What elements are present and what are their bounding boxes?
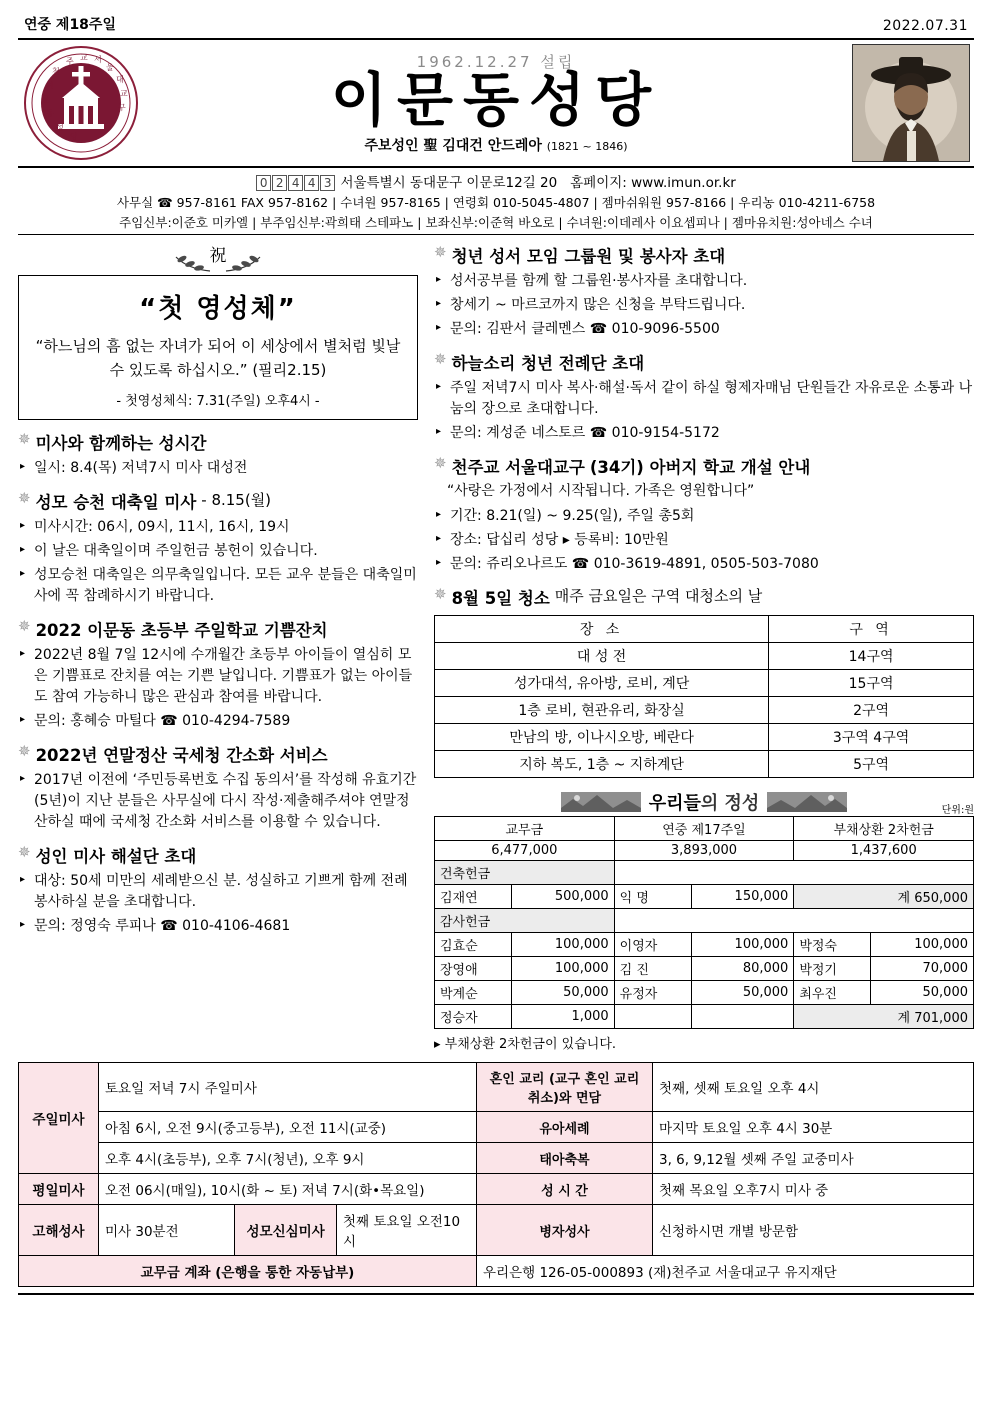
svg-text:문: 문 (42, 95, 50, 104)
patron-saint: 聖 김대건 안드레아 (423, 137, 542, 154)
build-offering-label-row (435, 861, 974, 885)
build-total: 계 650,000 (794, 885, 974, 909)
flower-bullet-icon: ✵ (18, 842, 31, 861)
article-tax-service (18, 742, 418, 833)
holy-hour-value: 첫째 목요일 오후7시 미사 중 (653, 1174, 974, 1205)
infant-baptism-value: 마지막 토요일 오후 4시 30분 (653, 1112, 974, 1143)
article-title (18, 742, 418, 766)
triangle-bullet-icon: ▸ (20, 567, 26, 579)
row-label-prenatal-blessing: 태아축복 (477, 1143, 653, 1174)
left-column (18, 243, 418, 1052)
triangle-bullet-icon: ▸ (436, 274, 442, 286)
offerings-banner (434, 788, 974, 816)
article-bullets (436, 271, 974, 340)
row-label-anointing: 병자성사 (477, 1205, 653, 1256)
offerings-title-b: 의 정성 (700, 793, 760, 815)
triangle-bullet-icon: ▸ (436, 509, 442, 521)
list-item: ▸ 문의: 쥬리오나르도 ☎ 010-3619-4891, 0505-503-7080 (436, 554, 974, 575)
row-label-marian-mass: 성모신심미사 (235, 1205, 337, 1255)
table-row (19, 1205, 974, 1256)
cell-place: 1층 로비, 현관유리, 화장실 (435, 697, 769, 724)
val-debt: 1,437,600 (794, 841, 974, 861)
right-column (434, 243, 974, 1052)
list-item: ▸ 이 날은 대축일이며 주일헌금 봉헌이 있습니다. (20, 541, 418, 562)
svg-text:당: 당 (70, 132, 78, 141)
thanks-total: 계 701,000 (794, 1005, 974, 1029)
empty-cell (691, 1005, 794, 1029)
article-fathers-school (434, 454, 974, 575)
flower-bullet-icon: ✵ (434, 454, 447, 473)
patron-years: (1821 ~ 1846) (546, 139, 628, 153)
flower-bullet-icon: ✵ (434, 350, 447, 369)
hdr-debt: 부채상환 2차헌금 (794, 817, 974, 841)
donor-name: 익 명 (614, 885, 691, 909)
article-title (434, 350, 974, 374)
article-title-text: 2022 이문동 초등부 주일학교 기쁨잔치 (35, 620, 328, 640)
prenatal-blessing-value: 3, 6, 9,12월 셋째 주일 교중미사 (653, 1143, 974, 1174)
marriage-class-value: 첫째, 셋째 토요일 오후 4시 (653, 1063, 974, 1112)
article-cleaning-schedule (434, 585, 974, 778)
address-text: 서울특별시 동대문구 이문로12길 20 (340, 175, 558, 191)
article-youth-liturgy-team (434, 350, 974, 444)
patron-portrait (852, 44, 970, 162)
donor-name: 김효순 (435, 933, 512, 957)
cell-zone: 14구역 (769, 643, 974, 670)
top-line (18, 14, 974, 36)
list-item: ▸ 2022년 8월 7일 12시에 수개월간 초등부 아이들이 열심히 모은 기쁨표로 잔치를 여는 기쁜 날입니다. 기쁨표가 없는 아이들도 참여 가능하니 많은 관심과 참여를 바랍니다. (20, 645, 418, 708)
article-title-text: 성인 미사 해설단 초대 (35, 846, 197, 866)
offerings-footnote: ▸ 부채상환 2차헌금이 있습니다. (434, 1037, 617, 1053)
triangle-bullet-icon: ▸ (436, 381, 442, 393)
table-row (19, 1143, 974, 1174)
divider-bottom (18, 1293, 974, 1295)
flower-bullet-icon: ✵ (18, 429, 31, 448)
triangle-bullet-icon: ▸ (20, 519, 26, 531)
account-value: 우리은행 126-05-000893 (재)천주교 서울대교구 유지재단 (477, 1256, 974, 1287)
weekday-mass-value: 오전 06시(매일), 10시(화 ~ 토) 저녁 7시(화•목요일) (99, 1174, 477, 1205)
article-title-text: 하늘소리 청년 전례단 초대 (451, 354, 645, 374)
list-item: ▸ 일시: 8.4(목) 저녁7시 미사 대성전 (20, 458, 418, 479)
marian-mass-value: 첫째 토요일 오전10시 (343, 1214, 461, 1251)
offerings-summary-header (435, 817, 974, 841)
table-row (435, 724, 974, 751)
table-header-row (435, 616, 974, 643)
triangle-bullet-icon: ▸ (20, 647, 26, 659)
article-bullets (20, 770, 418, 833)
donor-name: 최우진 (794, 981, 871, 1005)
donor-name: 김 진 (614, 957, 691, 981)
val-sunday: 3,893,000 (614, 841, 794, 861)
cell-place: 대 성 전 (435, 643, 769, 670)
donor-amount: 150,000 (691, 885, 794, 909)
donor-amount: 70,000 (871, 957, 974, 981)
article-title (18, 617, 418, 641)
donor-name: 정승자 (435, 1005, 512, 1029)
triangle-bullet-icon: ▸ (436, 426, 442, 438)
triangle-bullet-icon: ▸ (436, 557, 442, 569)
article-title-text: 천주교 서울대교구 (451, 458, 585, 478)
article-bullets (20, 871, 418, 937)
divider-header-bottom (18, 234, 974, 235)
flower-bullet-icon: ✵ (18, 488, 31, 507)
svg-text:천: 천 (52, 67, 60, 76)
donor-amount: 50,000 (871, 981, 974, 1005)
patron-prefix: 주보성인 (364, 137, 419, 154)
table-row (435, 1005, 974, 1029)
table-row (19, 1174, 974, 1205)
zip-d4: 3 (320, 175, 335, 191)
donor-name: 김재연 (435, 885, 512, 909)
list-item: ▸ 성모승천 대축일은 의무축일입니다. 모든 교우 분들은 대축일미사에 꼭 참례하시기 바랍니다. (20, 565, 418, 607)
list-item: ▸ 문의: 김판서 클레멘스 ☎ 010-9096-5500 (436, 319, 974, 340)
table-row (435, 643, 974, 670)
row-label-holy-hour: 성 시 간 (477, 1174, 653, 1205)
list-item: ▸ 성서공부를 함께 할 그룹원·봉사자를 초대합니다. (436, 271, 974, 292)
svg-text:대: 대 (116, 75, 124, 84)
first-communion-box (18, 275, 418, 420)
donor-amount: 1,000 (512, 1005, 615, 1029)
list-item: ▸ 창세기 ~ 마르코까지 많은 신청을 부탁드립니다. (436, 295, 974, 316)
donor-amount: 100,000 (691, 933, 794, 957)
offerings-summary-values (435, 841, 974, 861)
offerings-title (649, 789, 760, 815)
article-title (18, 489, 418, 513)
article-title (18, 843, 418, 867)
triangle-bullet-icon: ▸ (20, 460, 26, 472)
confession-value: 미사 30분전 (99, 1205, 235, 1255)
cleaning-table (434, 615, 974, 778)
address-line (18, 168, 974, 193)
svg-text:이: 이 (46, 81, 54, 90)
donor-amount: 100,000 (871, 933, 974, 957)
table-row (435, 981, 974, 1005)
article-title-text: 성모 승천 대축일 미사 (35, 492, 197, 512)
flower-bullet-icon: ✵ (18, 616, 31, 635)
cell-zone: 3구역 4구역 (769, 724, 974, 751)
offerings-title-a: 우리들 (648, 793, 701, 815)
zip-d0: 0 (256, 175, 271, 191)
list-item: ▸ 장소: 답십리 성당 ▸ 등록비: 10만원 (436, 530, 974, 551)
church-name: 이문동성당 (330, 66, 662, 135)
liturgical-day: 연중 제18주일 (24, 17, 116, 33)
offerings-unit: 단위:원 (941, 805, 974, 817)
first-communion-note: - 첫영성체식: 7.31(주일) 오후4시 - (116, 393, 320, 409)
masthead (18, 40, 974, 164)
patron-line (146, 135, 846, 155)
thanks-label-fill (614, 909, 973, 933)
donor-name: 박계순 (435, 981, 512, 1005)
right-ornament-icon (767, 790, 847, 814)
anointing-value: 신청하시면 개별 방문함 (653, 1205, 974, 1256)
list-item: ▸ 2017년 이전에 ‘주민등록번호 수집 동의서’를 작성해 유효기간(5년)이 지난 분들은 사무실에 다시 작성·제출해주셔야 연말정산하실 때에 국세청 간소화 서비스를 이용할 수 있습니다. (20, 770, 418, 833)
triangle-bullet-icon: ▸ (20, 873, 26, 885)
table-row (435, 957, 974, 981)
cell-place: 지하 복도, 1층 ~ 지하계단 (435, 751, 769, 778)
content-columns (18, 243, 974, 1052)
flower-bullet-icon: ✵ (18, 741, 31, 760)
first-communion-block (18, 243, 418, 420)
table-row (435, 670, 974, 697)
donor-name: 유정자 (614, 981, 691, 1005)
donor-name: 장영애 (435, 957, 512, 981)
donor-amount: 50,000 (691, 981, 794, 1005)
svg-text:울: 울 (106, 63, 114, 72)
thanks-offering-label-row (435, 909, 974, 933)
triangle-bullet-icon: ▸ (436, 322, 442, 334)
clergy-line: 주임신부:이준호 미카엘 | 부주임신부:곽희태 스테파노 | 보좌신부:이준혁 바오로 | 수녀원:이데레사 이요셉피나 | 젬마유치원:성아네스 수녀 (119, 215, 873, 231)
hdr-dues: 교무금 (435, 817, 615, 841)
article-title (434, 585, 974, 609)
article-quote: “사랑은 가정에서 시작됩니다. 가족은 영원합니다” (447, 483, 755, 500)
row-label-infant-baptism: 유아세례 (477, 1112, 653, 1143)
article-title-suffix: (34기) 아버지 학교 개설 안내 (589, 458, 811, 478)
row-label-weekday-mass: 평일미사 (19, 1174, 99, 1205)
article-commentator-invite (18, 843, 418, 937)
table-row (435, 933, 974, 957)
svg-text:祝: 祝 (209, 246, 227, 267)
sunday-mass-vigil: 토요일 저녁 7시 주일미사 (99, 1063, 477, 1112)
article-title (434, 243, 974, 267)
article-sunday-school-festival (18, 617, 418, 732)
col-place: 장 소 (435, 616, 769, 643)
svg-text:교: 교 (120, 89, 128, 98)
row-label-confession: 고해성사 (19, 1205, 99, 1256)
empty-cell (614, 1005, 691, 1029)
article-title (18, 430, 418, 454)
article-youth-bible-group (434, 243, 974, 340)
article-bullets (436, 378, 974, 444)
donor-amount: 100,000 (512, 957, 615, 981)
left-ornament-icon (561, 790, 641, 814)
svg-text:주: 주 (66, 57, 74, 66)
list-item: ▸ 문의: 홍혜승 마틸다 ☎ 010-4294-7589 (20, 711, 418, 732)
flower-bullet-icon: ✵ (434, 243, 447, 262)
article-bullets (20, 517, 418, 607)
table-row (435, 885, 974, 909)
cell-zone: 15구역 (769, 670, 974, 697)
triangle-bullet-icon: ▸ (436, 298, 442, 310)
article-bullets (20, 458, 418, 479)
cell-place: 성가대석, 유아방, 로비, 계단 (435, 670, 769, 697)
first-communion-text: “하느님의 흠 없는 자녀가 되어 이 세상에서 별처럼 빛날 수 있도록 하십시오.” (필리2.15) (35, 337, 401, 379)
flower-bullet-icon: ✵ (434, 585, 447, 604)
table-row (19, 1112, 974, 1143)
issue-date: 2022.07.31 (882, 18, 968, 34)
svg-text:서: 서 (94, 55, 102, 64)
article-assumption-mass (18, 489, 418, 607)
cell-zone: 2구역 (769, 697, 974, 724)
laurel-decoration-icon (18, 243, 418, 283)
list-item: ▸ 미사시간: 06시, 09시, 11시, 16시, 19시 (20, 517, 418, 538)
val-dues: 6,477,000 (435, 841, 615, 861)
article-title-text: 2022년 연말정산 국세청 간소화 서비스 (35, 745, 328, 765)
first-communion-title: “첫 영성체” (139, 294, 297, 325)
svg-text:성: 성 (56, 123, 64, 132)
donor-amount: 80,000 (691, 957, 794, 981)
svg-text:구: 구 (118, 103, 126, 112)
contact-line: 사무실 ☎ 957-8161 FAX 957-8162 | 수녀원 957-8165 | 연령회 010-5045-4807 | 젬마쉬워원 957-8166 | 우리농 010-4211-6758 (116, 195, 876, 210)
row-label-account: 교무금 계좌 (은행을 통한 자동납부) (19, 1256, 477, 1287)
triangle-bullet-icon: ▸ (20, 543, 26, 555)
list-item: ▸ 문의: 계성준 네스토르 ☎ 010-9154-5172 (436, 423, 974, 444)
sunday-mass-morning: 아침 6시, 오전 9시(중고등부), 오전 11시(교중) (99, 1112, 477, 1143)
cell-zone: 5구역 (769, 751, 974, 778)
thanks-label: 감사헌금 (435, 909, 615, 933)
hdr-sunday: 연중 제17주일 (614, 817, 794, 841)
list-item: ▸ 기간: 8.21(일) ~ 9.25(일), 주일 총5회 (436, 506, 974, 527)
masthead-center (146, 51, 846, 155)
donor-name: 박정기 (794, 957, 871, 981)
triangle-bullet-icon: ▸ (20, 772, 26, 784)
zip-d3: 4 (304, 175, 319, 191)
triangle-bullet-icon: ▸ (20, 713, 26, 725)
sunday-mass-afternoon: 오후 4시(초등부), 오후 7시(청년), 오후 9시 (99, 1143, 477, 1174)
donor-name: 박정숙 (794, 933, 871, 957)
build-label-fill (614, 861, 973, 885)
donor-amount: 100,000 (512, 933, 615, 957)
build-label: 건축헌금 (435, 861, 615, 885)
homepage-link[interactable]: 홈페이지: www.imun.or.kr (570, 175, 736, 191)
article-title (434, 454, 974, 478)
zip-d2: 4 (288, 175, 303, 191)
svg-text:동: 동 (46, 109, 54, 118)
cell-place: 만남의 방, 이나시오방, 베란다 (435, 724, 769, 751)
offerings-table (434, 816, 974, 1029)
founded-date: 1962.12.27 설립 (416, 53, 576, 72)
article-title-suffix: - 8.15(월) (201, 490, 272, 509)
article-holy-hour (18, 430, 418, 479)
row-label-marriage-class: 혼인 교리 (교구 혼인 교리 취소)와 면담 (477, 1063, 653, 1112)
article-title-text: 미사와 함께하는 성시간 (35, 433, 207, 453)
triangle-bullet-icon: ▸ (436, 533, 442, 545)
list-item: ▸ 대상: 50세 미만의 세례받으신 분. 성실하고 기쁘게 함께 전례 봉사하실 분을 초대합니다. (20, 871, 418, 913)
article-title-text: 8월 5일 청소 (451, 589, 550, 609)
table-row (435, 697, 974, 724)
row-label-sunday-mass: 주일미사 (19, 1063, 99, 1174)
article-bullets (20, 645, 418, 732)
svg-text:교: 교 (80, 53, 88, 62)
triangle-bullet-icon: ▸ (20, 918, 26, 930)
col-zone: 구 역 (769, 616, 974, 643)
table-row (19, 1256, 974, 1287)
table-row (19, 1063, 974, 1112)
table-row (435, 751, 974, 778)
schedule-table (18, 1062, 974, 1287)
article-title-suffix: 매주 금요일은 구역 대청소의 날 (554, 587, 763, 606)
article-bullets (436, 506, 974, 575)
donor-name: 이영자 (614, 933, 691, 957)
list-item: ▸ 주일 저녁7시 미사 복사·해설·독서 같이 하실 형제자매님 단원들간 자유로운 소통과 나눔의 장으로 초대합니다. (436, 378, 974, 420)
parish-crest-icon (22, 44, 140, 162)
zip-d1: 2 (272, 175, 287, 191)
donor-amount: 500,000 (512, 885, 615, 909)
donor-amount: 50,000 (512, 981, 615, 1005)
article-title-text: 청년 성서 모임 그룹원 및 봉사자 초대 (451, 247, 726, 267)
list-item: ▸ 문의: 정영숙 루피나 ☎ 010-4106-4681 (20, 916, 418, 937)
